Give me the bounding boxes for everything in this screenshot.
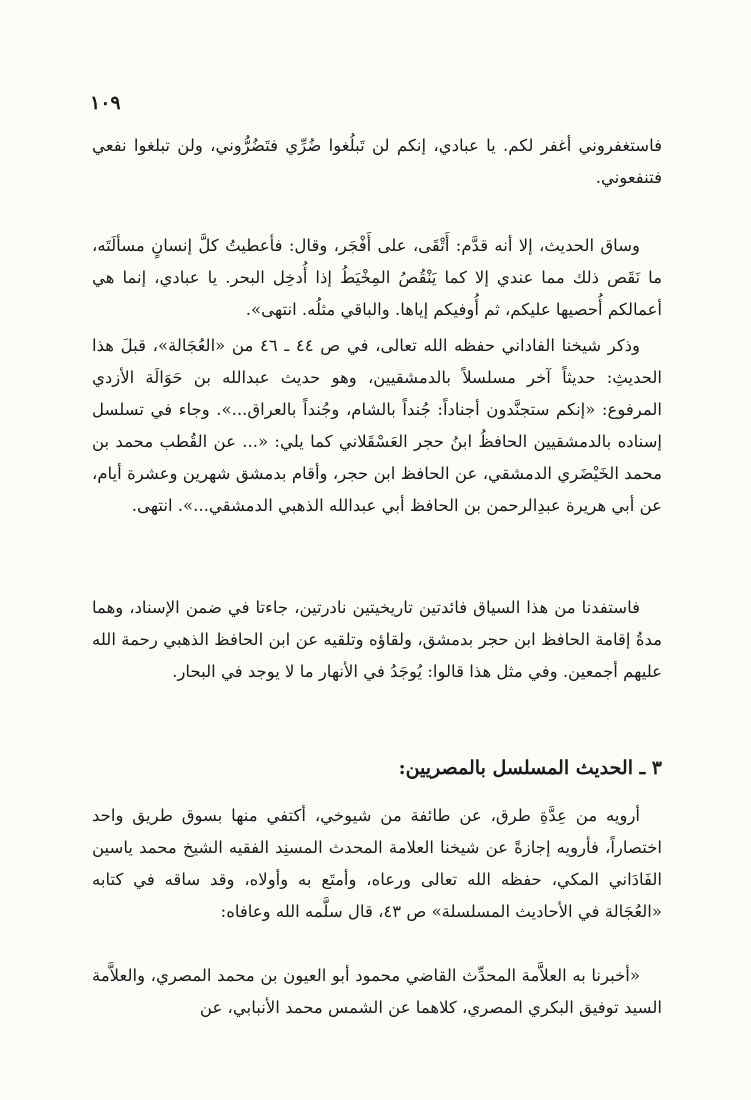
- paragraph-text: أرويه من عِدَّةِ طرق، عن طائفة من شيوخي، أكتفي منها بسوق طريق واحد اختصاراً، فأرويه إجازةً عن شيخنا العلامة المحدث المسنِد الفقيه الشيخ محمد ياسين الفَادَاني المكي، حفظه الله تعالى ورعاه، وأمتَع به وأولاه، وقد ساقه في كتابه «العُجَالة في الأحاديث المسلسلة» ص ٤٣، قال سلَّمه الله وعافاه:: [92, 806, 662, 921]
- paragraph-damascene-chain: [92, 330, 662, 522]
- paragraph-historical-benefits: [92, 592, 662, 688]
- paragraph-text: وذكر شيخنا الفاداني حفظه الله تعالى، في ص ٤٤ ـ ٤٦ من «العُجَالة»، قبلَ هذا الحديثِ: حديثاً آخر مسلسلاً بالدمشقيين، وهو حديث عبدالله بن حَوَالَة الأزدي المرفوع: «إنكم ستجنَّدون أجناداً: جُنداً بالشام، وجُنداً بالعراق...». وجاء في تسلسل إسناده بالدمشقيين الحافظُ ابنُ حجر العَسْقَلاني كما يلي: «... عن القُطب محمد بن محمد الخَيْضَري الدمشقي، عن الحافظ ابن حجر، وأقام بدمشق شهرين وعشرة أيام، عن أبي هريرة عبدِالرحمن بن الحافظ أبي عبدالله الذهبي الدمشقي...». انتهى.: [92, 336, 662, 515]
- paragraph-text: «أخبرنا به العلاَّمة المحدِّث القاضي محمود أبو العيون بن محمد المصري، والعلاَّمة السيد توفيق البكري المصري، كلاهما عن الشمس محمد الأنبابي، عن: [92, 966, 662, 1017]
- page-number: ١٠٩: [90, 92, 121, 114]
- paragraph-egyptian-chain-intro: [92, 800, 662, 928]
- paragraph-narration-variant: [92, 230, 662, 326]
- paragraph-hadith-continuation: [92, 130, 662, 194]
- section-heading: ٣ ـ الحديث المسلسل بالمصريين:: [398, 757, 662, 779]
- paragraph-text: وساق الحديث، إلا أنه قدَّم: أَتْقَى، على أَفْجَر، وقال: فأعطيتُ كلَّ إنسانٍ مسألَتَه، ما نَقَص ذلك مما عندي إلا كما يَنْقُصُ المِخْيَطُ إذا أُدخِل البحر. يا عبادي، إنما هي أعمالكم أُحصيها عليكم، ثم أُوفيكم إياها. والباقي مثلُه. انتهى».: [92, 236, 662, 319]
- paragraph-text: فاستفدنا من هذا السياق فائدتين تاريخيتين نادرتين، جاءتا في ضمن الإسناد، وهما مدةُ إقامة الحافظ ابن حجر بدمشق، ولقاؤه وتلقيه عن ابن الحافظ الذهبي رحمة الله عليهم أجمعين. وفي مثل هذا قالوا: يُوجَدُ في الأنهار ما لا يوجد في البحار.: [92, 598, 662, 681]
- paragraph-text: فاستغفروني أغفر لكم. يا عبادي، إنكم لن تَبلُغوا ضُرِّي فتَضُرُّوني، ولن تبلغوا نفعي فتنفعوني.: [92, 136, 662, 187]
- paragraph-quoted-chain: [92, 960, 662, 1024]
